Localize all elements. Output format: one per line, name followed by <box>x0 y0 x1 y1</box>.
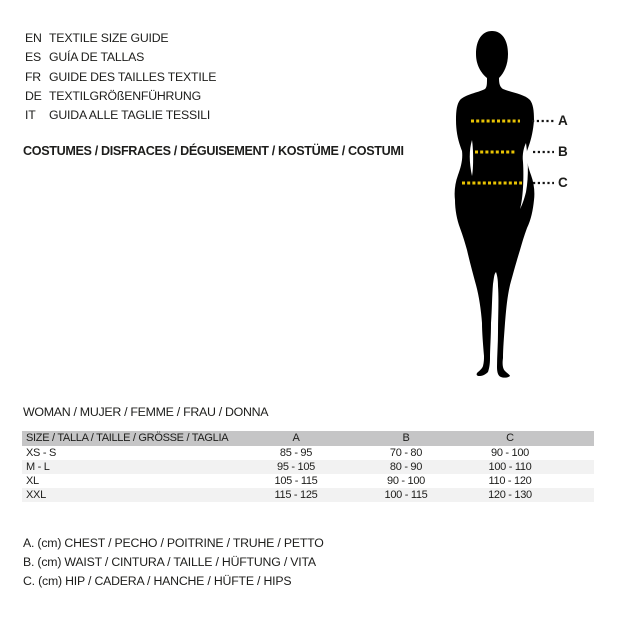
measurement-legend <box>23 534 324 592</box>
size-table <box>22 431 594 502</box>
category-title: COSTUMES / DISFRACES / DÉGUISEMENT / KOSTÜME / COSTUMI <box>23 144 404 158</box>
col-header-c: C <box>460 431 560 446</box>
language-label: GUÍA DE TALLAS <box>49 50 145 65</box>
woman-silhouette <box>455 31 535 378</box>
col-header-a: A <box>240 431 352 446</box>
woman-silhouette-diagram <box>445 28 575 378</box>
language-row-es <box>25 48 216 67</box>
waist-range-cell: 70 - 80 <box>389 447 423 459</box>
marker-label-a: A <box>558 113 568 128</box>
language-label: TEXTILE SIZE GUIDE <box>49 31 169 45</box>
language-row-it <box>25 106 216 125</box>
hip-range-cell: 100 - 110 <box>488 461 532 473</box>
language-label: TEXTILGRÖßENFÜHRUNG <box>49 88 201 103</box>
marker-label-b: B <box>558 144 568 159</box>
table-row-m-l <box>22 460 594 474</box>
size-cell: M - L <box>26 461 50 473</box>
table-row-xs-s <box>22 446 594 460</box>
legend-hip: C. (cm) HIP / CADERA / HANCHE / HÜFTE / HIPS <box>23 574 292 589</box>
language-label: GUIDE DES TAILLES TEXTILE <box>49 69 217 84</box>
col-header-b: B <box>352 431 460 446</box>
language-code: IT <box>25 108 36 123</box>
waist-range-cell: 90 - 100 <box>387 475 425 487</box>
spacer-cell <box>560 446 594 460</box>
section-title-woman: WOMAN / MUJER / FEMME / FRAU / DONNA <box>23 405 269 419</box>
chest-range-cell: 95 - 105 <box>277 461 315 473</box>
size-cell: XS - S <box>26 447 56 459</box>
hip-range-cell: 120 - 130 <box>488 489 532 501</box>
legend-waist: B. (cm) WAIST / CINTURA / TAILLE / HÜFTUNG / VITA <box>23 555 316 570</box>
waist-range-cell: 100 - 115 <box>384 489 428 501</box>
col-header-size: SIZE / TALLA / TAILLE / GRÖSSE / TAGLIA <box>22 431 240 446</box>
waist-range-cell: 80 - 90 <box>389 461 423 473</box>
chest-range-cell: 85 - 95 <box>279 447 313 459</box>
table-row-xl <box>22 474 594 488</box>
hip-range-cell: 110 - 120 <box>488 475 532 487</box>
chest-range-cell: 105 - 115 <box>274 475 318 487</box>
col-header-spacer <box>560 431 594 446</box>
size-cell: XL <box>26 475 39 487</box>
spacer-cell <box>560 460 594 474</box>
language-code: EN <box>25 31 42 45</box>
marker-label-c: C <box>558 175 568 190</box>
table-row-xxl <box>22 488 594 502</box>
language-row-en <box>25 29 216 48</box>
language-label: GUIDA ALLE TAGLIE TESSILI <box>49 108 211 123</box>
chest-range-cell: 115 - 125 <box>274 489 318 501</box>
language-code: DE <box>25 88 42 103</box>
hip-range-cell: 90 - 100 <box>491 447 529 459</box>
size-table-header-row <box>22 431 594 446</box>
language-code: FR <box>25 69 41 84</box>
size-cell: XXL <box>26 489 46 501</box>
spacer-cell <box>560 474 594 488</box>
language-code: ES <box>25 50 42 65</box>
spacer-cell <box>560 488 594 502</box>
language-row-fr <box>25 68 216 87</box>
legend-chest: A. (cm) CHEST / PECHO / POITRINE / TRUHE / PETTO <box>23 536 324 550</box>
language-list <box>25 29 216 125</box>
language-row-de <box>25 87 216 106</box>
